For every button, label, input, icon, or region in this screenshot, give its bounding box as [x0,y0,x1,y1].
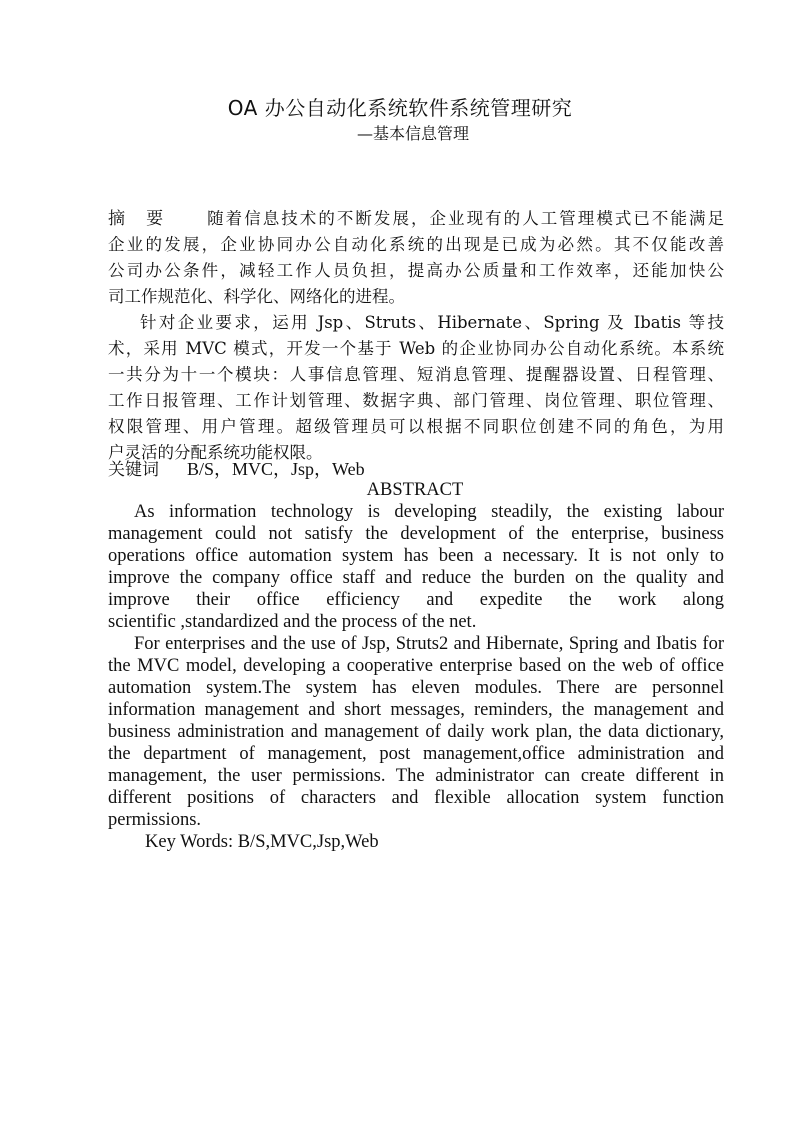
abstract-heading: ABSTRACT [366,480,464,500]
en-abstract-line: the MVC model, developing a cooperative enterprise based on the web of office [108,656,724,676]
cn-abstract-line: 针对企业要求，运用 Jsp、Struts、Hibernate、Spring 及 Ibatis 等技 [140,313,724,332]
en-abstract-line: improve the company office staff and reduce the burden on the quality and [108,568,724,588]
en-abstract-line: permissions. [108,810,202,830]
cn-abstract-line: 公司办公条件，减轻工作人员负担，提高办公质量和工作效率，还能加快公 [108,261,724,280]
document-subtitle: —基本信息管理 [356,124,469,143]
en-abstract-line: improve their office efficiency and expedite the work along [108,590,724,610]
cn-keywords-label: 关键词 [108,460,159,480]
en-abstract-line: management could not satisfy the development of the enterprise, business [108,524,724,544]
cn-abstract-line: 司工作规范化、科学化、网络化的进程。 [108,287,405,306]
en-abstract-line: scientific ,standardized and the process of the net. [108,612,477,632]
cn-abstract-line: 权限管理、用户管理。超级管理员可以根据不同职位创建不同的角色，为用 [108,417,724,436]
cn-abstract-label: 摘 要 [108,209,166,229]
cn-abstract-line: 术，采用 MVC 模式，开发一个基于 Web 的企业协同办公自动化系统。本系统 [108,339,724,358]
en-abstract-line: For enterprises and the use of Jsp, Struts2 and Hibernate, Spring and Ibatis for [134,634,724,654]
en-abstract-line: management, the user permissions. The administrator can create different in [108,766,724,786]
en-abstract-line: business administration and management of daily work plan, the data dictionary, [108,722,724,742]
cn-abstract-text: 随着信息技术的不断发展，企业现有的人工管理模式已不能满足 [205,209,725,228]
en-abstract-line: different positions of characters and flexible allocation system function [108,788,724,808]
en-abstract-line: As information technology is developing steadily, the existing labour [134,502,724,522]
en-abstract-line: automation system.The system has eleven modules. There are personnel [108,678,724,698]
document-title: OA 办公自动化系统软件系统管理研究 [227,96,573,120]
en-abstract-line: the department of management, post management,office administration and [108,744,724,764]
en-abstract-line: information management and short messages, reminders, the management and [108,700,724,720]
cn-abstract-line: 工作日报管理、工作计划管理、数据字典、部门管理、岗位管理、职位管理、 [108,391,724,410]
cn-abstract-line [108,207,724,231]
cn-abstract-line: 一共分为十一个模块：人事信息管理、短消息管理、提醒器设置、日程管理、 [108,365,724,384]
cn-abstract-line: 企业的发展，企业协同办公自动化系统的出现是已成为必然。其不仅能改善 [108,235,724,254]
en-keywords: Key Words: B/S,MVC,Jsp,Web [145,832,379,852]
en-abstract-line: operations office automation system has been a necessary. It is not only to [108,546,724,566]
cn-keywords-value: B/S，MVC，Jsp，Web [187,459,365,479]
cn-abstract-line: 户灵活的分配系统功能权限。 [108,443,323,462]
